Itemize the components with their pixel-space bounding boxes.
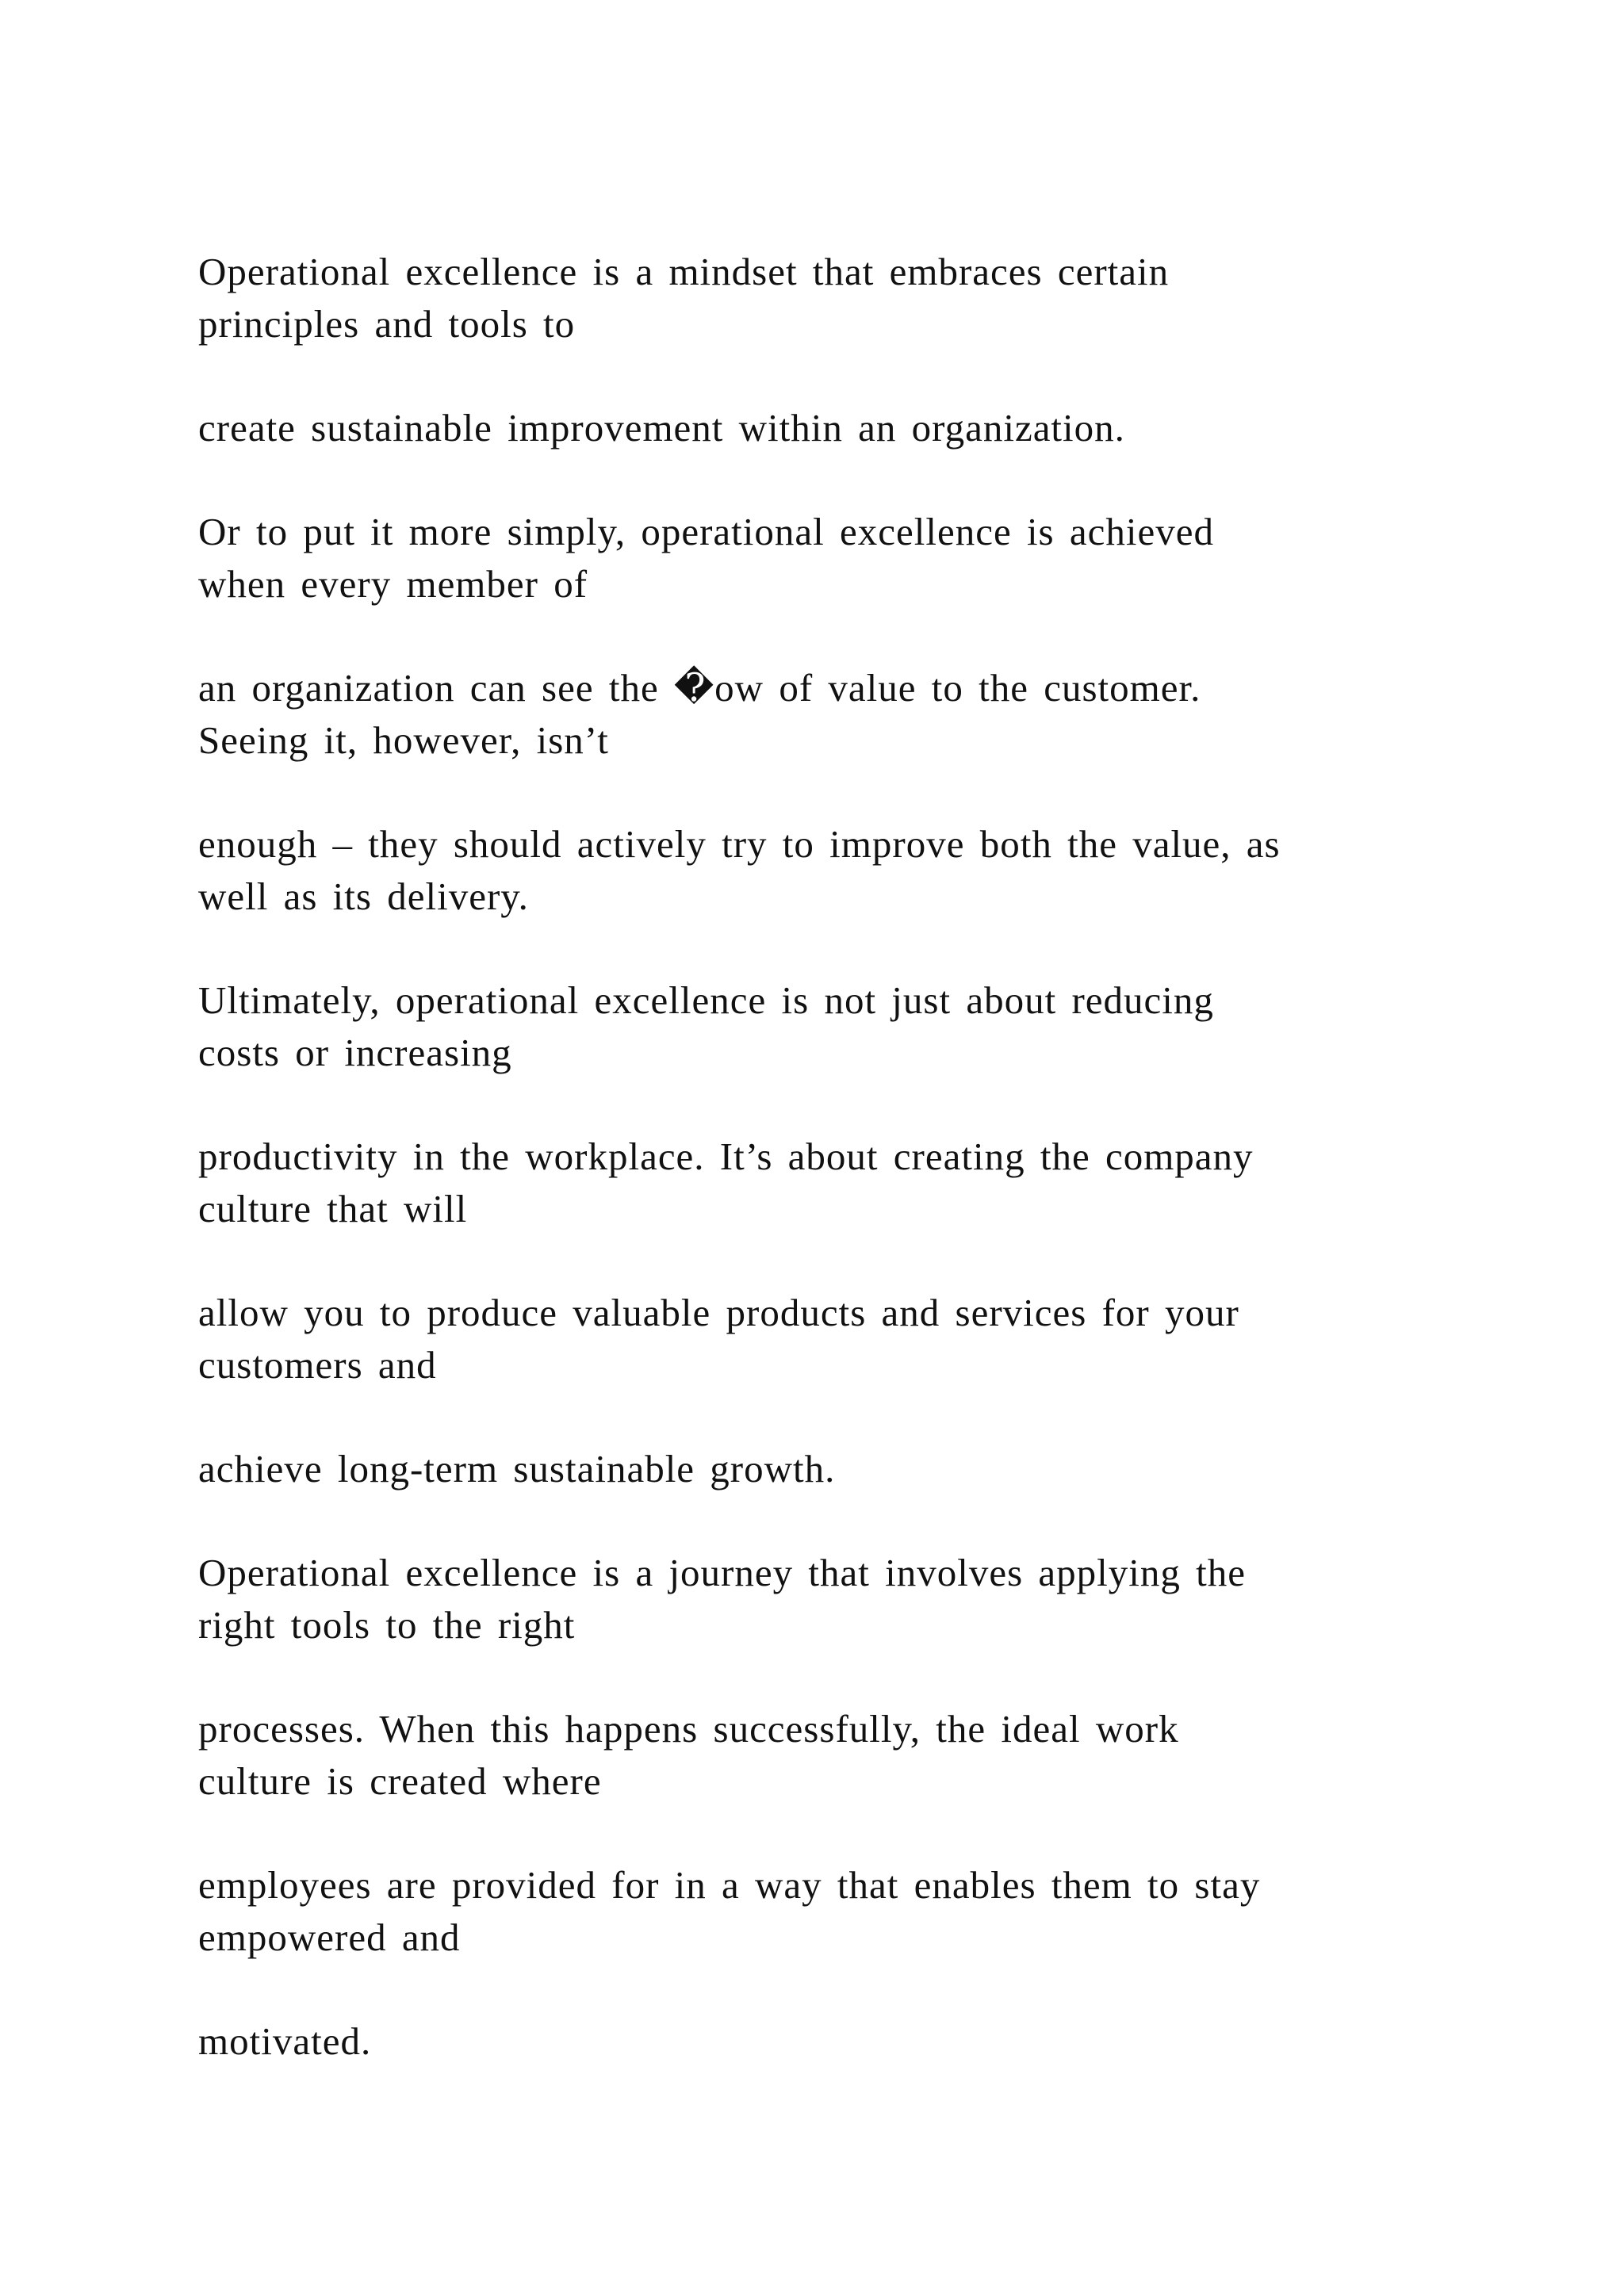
paragraph: [198, 1703, 1435, 1808]
text-line: Ultimately, operational excellence is not just about reducing: [198, 978, 1214, 1022]
paragraph: [198, 818, 1435, 923]
text-line: customers and: [198, 1343, 437, 1387]
paragraph: [198, 1443, 1435, 1495]
text-line: an organization can see the �ow of value to the customer.: [198, 666, 1201, 710]
text-line: empowered and: [198, 1915, 461, 1959]
text-line: Or to put it more simply, operational excellence is achieved: [198, 510, 1214, 553]
text-line: when every member of: [198, 562, 588, 606]
paragraph: [198, 1287, 1435, 1391]
text-line: achieve long-term sustainable growth.: [198, 1447, 836, 1490]
paragraph: [198, 662, 1435, 767]
paragraph: [198, 974, 1435, 1079]
text-line: well as its delivery.: [198, 874, 529, 918]
text-line: Operational excellence is a journey that involves applying the: [198, 1551, 1246, 1594]
body-text: [198, 246, 1435, 2119]
text-line: Operational excellence is a mindset that embraces certain: [198, 250, 1170, 293]
text-line: productivity in the workplace. It’s about creating the company: [198, 1135, 1254, 1178]
text-line: Seeing it, however, isn’t: [198, 718, 609, 762]
paragraph: [198, 1859, 1435, 1964]
paragraph: [198, 246, 1435, 350]
text-line: principles and tools to: [198, 302, 576, 346]
text-line: costs or increasing: [198, 1031, 512, 1074]
text-line: enough – they should actively try to improve both the value, as: [198, 822, 1281, 866]
text-line: allow you to produce valuable products and services for your: [198, 1291, 1239, 1334]
paragraph: [198, 402, 1435, 454]
text-line: culture is created where: [198, 1759, 602, 1803]
text-line: right tools to the right: [198, 1603, 576, 1647]
text-line: processes. When this happens successfully, the ideal work: [198, 1707, 1179, 1751]
text-line: motivated.: [198, 2019, 372, 2063]
text-line: employees are provided for in a way that enables them to stay: [198, 1863, 1261, 1907]
text-line: culture that will: [198, 1187, 468, 1230]
text-line: create sustainable improvement within an organization.: [198, 406, 1125, 450]
paragraph: [198, 2015, 1435, 2068]
paragraph: [198, 1131, 1435, 1235]
paragraph: [198, 506, 1435, 610]
paragraph: [198, 1547, 1435, 1651]
